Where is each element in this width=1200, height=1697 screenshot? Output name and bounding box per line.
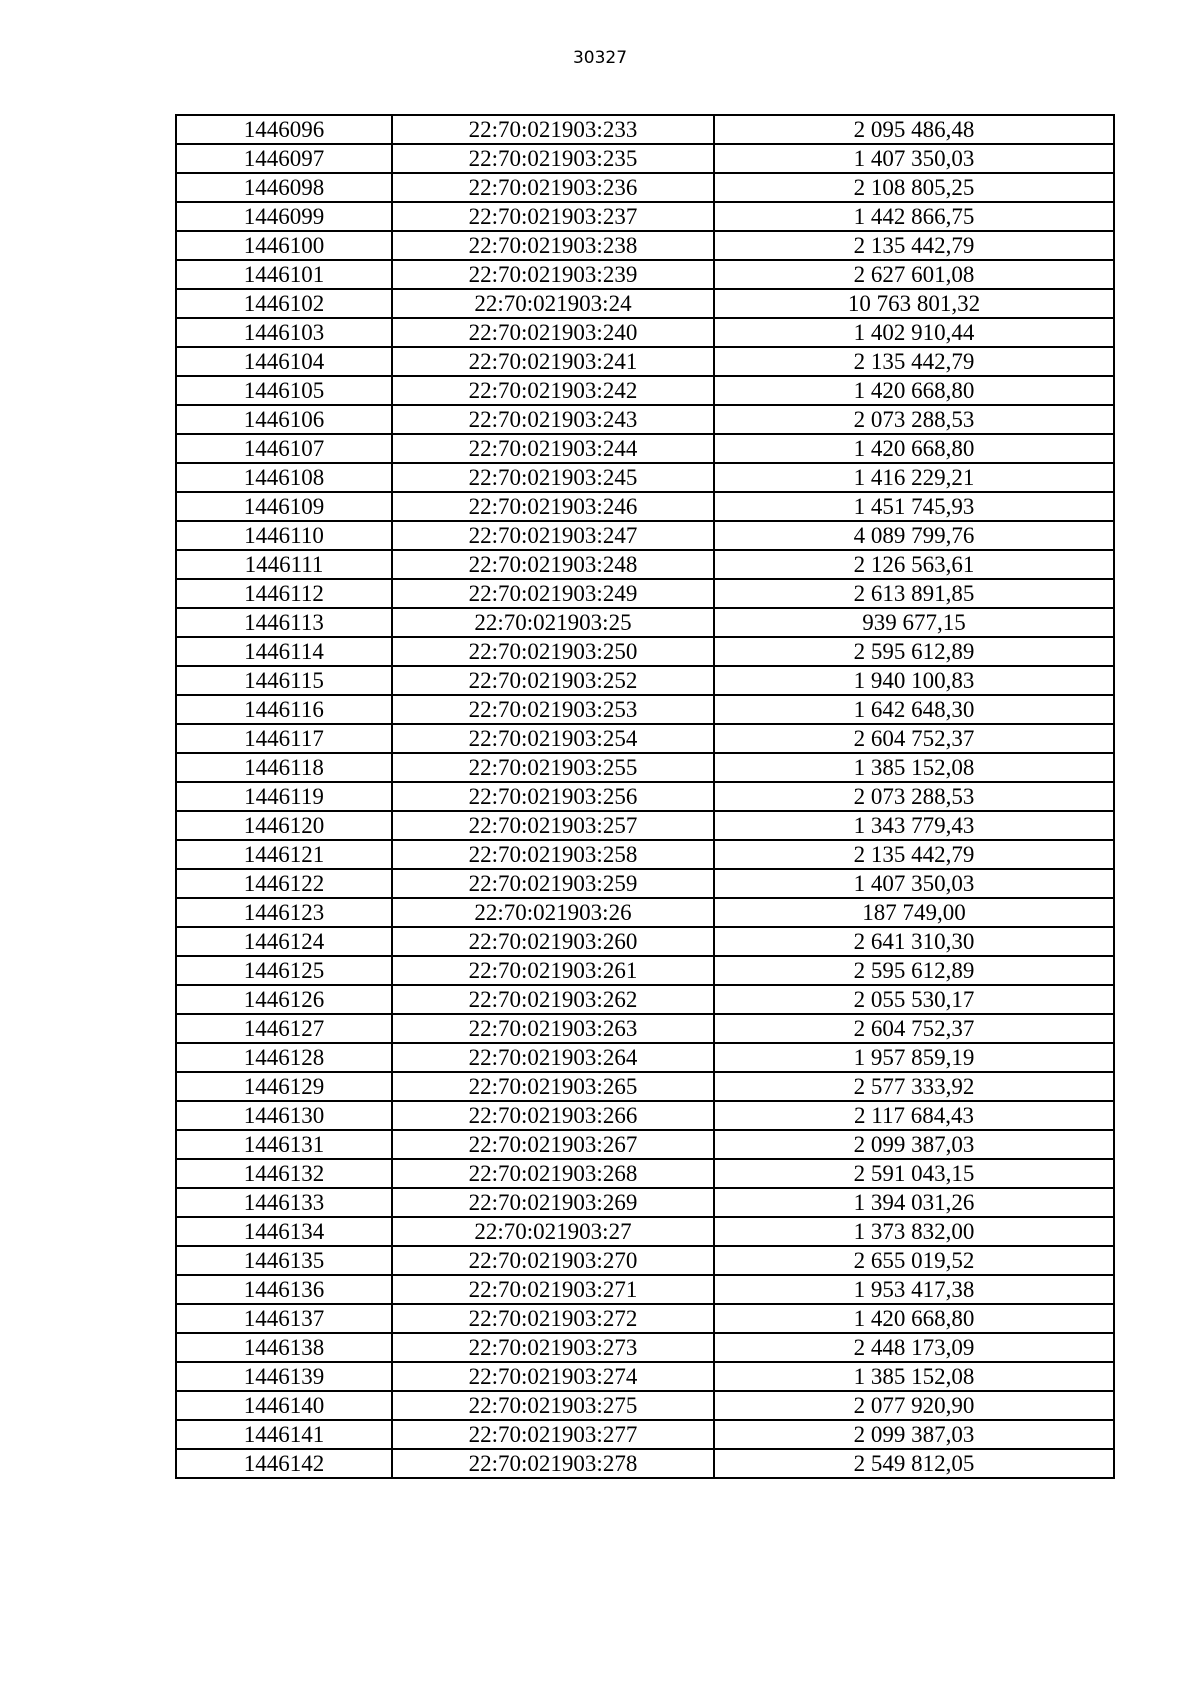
- table-body: [176, 115, 1114, 1478]
- cadastral-number-cell: 22:70:021903:273: [392, 1333, 714, 1362]
- record-number-cell: 1446129: [176, 1072, 392, 1101]
- record-number-cell: 1446105: [176, 376, 392, 405]
- cadastral-value-cell: 2 099 387,03: [714, 1130, 1114, 1159]
- table-row: [176, 231, 1114, 260]
- cadastral-number-cell: 22:70:021903:262: [392, 985, 714, 1014]
- cadastral-value-cell: 1 416 229,21: [714, 463, 1114, 492]
- table-row: [176, 1101, 1114, 1130]
- cadastral-value-cell: 2 591 043,15: [714, 1159, 1114, 1188]
- record-number-cell: 1446119: [176, 782, 392, 811]
- record-number-cell: 1446115: [176, 666, 392, 695]
- record-number-cell: 1446118: [176, 753, 392, 782]
- cadastral-value-cell: 4 089 799,76: [714, 521, 1114, 550]
- record-number-cell: 1446109: [176, 492, 392, 521]
- record-number-cell: 1446100: [176, 231, 392, 260]
- table-row: [176, 1362, 1114, 1391]
- table-row: [176, 1159, 1114, 1188]
- cadastral-number-cell: 22:70:021903:265: [392, 1072, 714, 1101]
- cadastral-value-cell: 2 627 601,08: [714, 260, 1114, 289]
- record-number-cell: 1446104: [176, 347, 392, 376]
- cadastral-value-cell: 1 451 745,93: [714, 492, 1114, 521]
- table-row: [176, 695, 1114, 724]
- cadastral-value-cell: 2 613 891,85: [714, 579, 1114, 608]
- cadastral-value-cell: 1 642 648,30: [714, 695, 1114, 724]
- cadastral-value-cell: 2 577 333,92: [714, 1072, 1114, 1101]
- cadastral-value-cell: 2 099 387,03: [714, 1420, 1114, 1449]
- cadastral-value-cell: 2 126 563,61: [714, 550, 1114, 579]
- record-number-cell: 1446132: [176, 1159, 392, 1188]
- cadastral-number-cell: 22:70:021903:252: [392, 666, 714, 695]
- record-number-cell: 1446121: [176, 840, 392, 869]
- record-number-cell: 1446134: [176, 1217, 392, 1246]
- cadastral-value-cell: 1 420 668,80: [714, 434, 1114, 463]
- cadastral-number-cell: 22:70:021903:253: [392, 695, 714, 724]
- table-row: [176, 608, 1114, 637]
- table-row: [176, 1217, 1114, 1246]
- table-row: [176, 318, 1114, 347]
- cadastral-value-cell: 1 394 031,26: [714, 1188, 1114, 1217]
- record-number-cell: 1446101: [176, 260, 392, 289]
- cadastral-number-cell: 22:70:021903:263: [392, 1014, 714, 1043]
- cadastral-number-cell: 22:70:021903:275: [392, 1391, 714, 1420]
- record-number-cell: 1446111: [176, 550, 392, 579]
- record-number-cell: 1446107: [176, 434, 392, 463]
- table-row: [176, 260, 1114, 289]
- table-row: [176, 1420, 1114, 1449]
- cadastral-value-cell: 1 402 910,44: [714, 318, 1114, 347]
- cadastral-number-cell: 22:70:021903:25: [392, 608, 714, 637]
- record-number-cell: 1446110: [176, 521, 392, 550]
- table-row: [176, 869, 1114, 898]
- table-row: [176, 1130, 1114, 1159]
- table-row: [176, 927, 1114, 956]
- cadastral-number-cell: 22:70:021903:236: [392, 173, 714, 202]
- cadastral-value-cell: 2 095 486,48: [714, 115, 1114, 144]
- cadastral-number-cell: 22:70:021903:264: [392, 1043, 714, 1072]
- cadastral-value-cell: 2 595 612,89: [714, 637, 1114, 666]
- cadastral-number-cell: 22:70:021903:266: [392, 1101, 714, 1130]
- record-number-cell: 1446140: [176, 1391, 392, 1420]
- record-number-cell: 1446097: [176, 144, 392, 173]
- record-number-cell: 1446137: [176, 1304, 392, 1333]
- cadastral-number-cell: 22:70:021903:247: [392, 521, 714, 550]
- cadastral-number-cell: 22:70:021903:24: [392, 289, 714, 318]
- cadastral-number-cell: 22:70:021903:277: [392, 1420, 714, 1449]
- cadastral-value-cell: 2 604 752,37: [714, 724, 1114, 753]
- cadastral-number-cell: 22:70:021903:261: [392, 956, 714, 985]
- cadastral-value-cell: 2 077 920,90: [714, 1391, 1114, 1420]
- table-row: [176, 347, 1114, 376]
- table-row: [176, 492, 1114, 521]
- record-number-cell: 1446122: [176, 869, 392, 898]
- cadastral-value-cell: 2 135 442,79: [714, 840, 1114, 869]
- cadastral-number-cell: 22:70:021903:249: [392, 579, 714, 608]
- table-row: [176, 463, 1114, 492]
- cadastral-value-table: [175, 114, 1115, 1479]
- page-number: 30327: [572, 48, 628, 68]
- table-row: [176, 724, 1114, 753]
- cadastral-value-cell: 1 343 779,43: [714, 811, 1114, 840]
- cadastral-number-cell: 22:70:021903:269: [392, 1188, 714, 1217]
- cadastral-number-cell: 22:70:021903:254: [392, 724, 714, 753]
- cadastral-number-cell: 22:70:021903:244: [392, 434, 714, 463]
- table-row: [176, 579, 1114, 608]
- cadastral-value-cell: 2 073 288,53: [714, 782, 1114, 811]
- record-number-cell: 1446096: [176, 115, 392, 144]
- record-number-cell: 1446128: [176, 1043, 392, 1072]
- record-number-cell: 1446142: [176, 1449, 392, 1478]
- cadastral-value-cell: 1 373 832,00: [714, 1217, 1114, 1246]
- table-row: [176, 144, 1114, 173]
- cadastral-number-cell: 22:70:021903:27: [392, 1217, 714, 1246]
- table-row: [176, 173, 1114, 202]
- cadastral-value-cell: 2 108 805,25: [714, 173, 1114, 202]
- record-number-cell: 1446123: [176, 898, 392, 927]
- cadastral-number-cell: 22:70:021903:270: [392, 1246, 714, 1275]
- record-number-cell: 1446124: [176, 927, 392, 956]
- cadastral-value-cell: 2 117 684,43: [714, 1101, 1114, 1130]
- record-number-cell: 1446120: [176, 811, 392, 840]
- table-row: [176, 521, 1114, 550]
- table-row: [176, 289, 1114, 318]
- table-row: [176, 1449, 1114, 1478]
- table-row: [176, 376, 1114, 405]
- cadastral-number-cell: 22:70:021903:259: [392, 869, 714, 898]
- cadastral-value-cell: 1 953 417,38: [714, 1275, 1114, 1304]
- table-row: [176, 811, 1114, 840]
- table-row: [176, 434, 1114, 463]
- cadastral-value-cell: 2 641 310,30: [714, 927, 1114, 956]
- table-row: [176, 985, 1114, 1014]
- cadastral-value-cell: 1 957 859,19: [714, 1043, 1114, 1072]
- cadastral-value-cell: 1 420 668,80: [714, 1304, 1114, 1333]
- cadastral-value-cell: 10 763 801,32: [714, 289, 1114, 318]
- cadastral-number-cell: 22:70:021903:235: [392, 144, 714, 173]
- cadastral-number-cell: 22:70:021903:237: [392, 202, 714, 231]
- record-number-cell: 1446141: [176, 1420, 392, 1449]
- table-row: [176, 1333, 1114, 1362]
- table-row: [176, 840, 1114, 869]
- table-row: [176, 550, 1114, 579]
- cadastral-value-cell: 2 448 173,09: [714, 1333, 1114, 1362]
- cadastral-number-cell: 22:70:021903:271: [392, 1275, 714, 1304]
- record-number-cell: 1446139: [176, 1362, 392, 1391]
- cadastral-value-cell: 2 073 288,53: [714, 405, 1114, 434]
- record-number-cell: 1446102: [176, 289, 392, 318]
- table-row: [176, 637, 1114, 666]
- cadastral-number-cell: 22:70:021903:255: [392, 753, 714, 782]
- table-row: [176, 1391, 1114, 1420]
- cadastral-number-cell: 22:70:021903:250: [392, 637, 714, 666]
- record-number-cell: 1446113: [176, 608, 392, 637]
- cadastral-number-cell: 22:70:021903:241: [392, 347, 714, 376]
- cadastral-number-cell: 22:70:021903:246: [392, 492, 714, 521]
- table-row: [176, 1043, 1114, 1072]
- cadastral-number-cell: 22:70:021903:245: [392, 463, 714, 492]
- cadastral-number-cell: 22:70:021903:233: [392, 115, 714, 144]
- cadastral-number-cell: 22:70:021903:26: [392, 898, 714, 927]
- record-number-cell: 1446131: [176, 1130, 392, 1159]
- table-row: [176, 898, 1114, 927]
- record-number-cell: 1446133: [176, 1188, 392, 1217]
- cadastral-value-cell: 1 385 152,08: [714, 753, 1114, 782]
- table-row: [176, 405, 1114, 434]
- cadastral-number-cell: 22:70:021903:243: [392, 405, 714, 434]
- cadastral-number-cell: 22:70:021903:268: [392, 1159, 714, 1188]
- table-row: [176, 1304, 1114, 1333]
- record-number-cell: 1446108: [176, 463, 392, 492]
- record-number-cell: 1446117: [176, 724, 392, 753]
- cadastral-value-cell: 1 442 866,75: [714, 202, 1114, 231]
- cadastral-number-cell: 22:70:021903:278: [392, 1449, 714, 1478]
- table-row: [176, 753, 1114, 782]
- table-row: [176, 1188, 1114, 1217]
- cadastral-number-cell: 22:70:021903:274: [392, 1362, 714, 1391]
- record-number-cell: 1446125: [176, 956, 392, 985]
- cadastral-value-cell: 1 407 350,03: [714, 869, 1114, 898]
- table-row: [176, 202, 1114, 231]
- cadastral-number-cell: 22:70:021903:272: [392, 1304, 714, 1333]
- cadastral-number-cell: 22:70:021903:267: [392, 1130, 714, 1159]
- cadastral-number-cell: 22:70:021903:239: [392, 260, 714, 289]
- cadastral-value-cell: 2 135 442,79: [714, 231, 1114, 260]
- cadastral-number-cell: 22:70:021903:260: [392, 927, 714, 956]
- record-number-cell: 1446116: [176, 695, 392, 724]
- cadastral-value-cell: 187 749,00: [714, 898, 1114, 927]
- table-row: [176, 1072, 1114, 1101]
- cadastral-value-cell: 2 604 752,37: [714, 1014, 1114, 1043]
- table-row: [176, 666, 1114, 695]
- table-row: [176, 1246, 1114, 1275]
- table-row: [176, 1275, 1114, 1304]
- cadastral-value-cell: 2 549 812,05: [714, 1449, 1114, 1478]
- cadastral-number-cell: 22:70:021903:248: [392, 550, 714, 579]
- record-number-cell: 1446127: [176, 1014, 392, 1043]
- cadastral-number-cell: 22:70:021903:242: [392, 376, 714, 405]
- record-number-cell: 1446103: [176, 318, 392, 347]
- table-row: [176, 115, 1114, 144]
- record-number-cell: 1446126: [176, 985, 392, 1014]
- table-row: [176, 956, 1114, 985]
- cadastral-value-cell: 1 385 152,08: [714, 1362, 1114, 1391]
- record-number-cell: 1446114: [176, 637, 392, 666]
- cadastral-value-cell: 1 940 100,83: [714, 666, 1114, 695]
- record-number-cell: 1446099: [176, 202, 392, 231]
- cadastral-number-cell: 22:70:021903:256: [392, 782, 714, 811]
- record-number-cell: 1446098: [176, 173, 392, 202]
- record-number-cell: 1446112: [176, 579, 392, 608]
- cadastral-number-cell: 22:70:021903:257: [392, 811, 714, 840]
- cadastral-value-cell: 1 407 350,03: [714, 144, 1114, 173]
- record-number-cell: 1446136: [176, 1275, 392, 1304]
- cadastral-number-cell: 22:70:021903:258: [392, 840, 714, 869]
- table-row: [176, 782, 1114, 811]
- record-number-cell: 1446135: [176, 1246, 392, 1275]
- cadastral-value-cell: 2 055 530,17: [714, 985, 1114, 1014]
- record-number-cell: 1446138: [176, 1333, 392, 1362]
- cadastral-value-cell: 939 677,15: [714, 608, 1114, 637]
- table-row: [176, 1014, 1114, 1043]
- cadastral-value-cell: 2 595 612,89: [714, 956, 1114, 985]
- record-number-cell: 1446106: [176, 405, 392, 434]
- cadastral-number-cell: 22:70:021903:238: [392, 231, 714, 260]
- cadastral-value-cell: 2 135 442,79: [714, 347, 1114, 376]
- cadastral-value-cell: 1 420 668,80: [714, 376, 1114, 405]
- cadastral-number-cell: 22:70:021903:240: [392, 318, 714, 347]
- record-number-cell: 1446130: [176, 1101, 392, 1130]
- cadastral-value-cell: 2 655 019,52: [714, 1246, 1114, 1275]
